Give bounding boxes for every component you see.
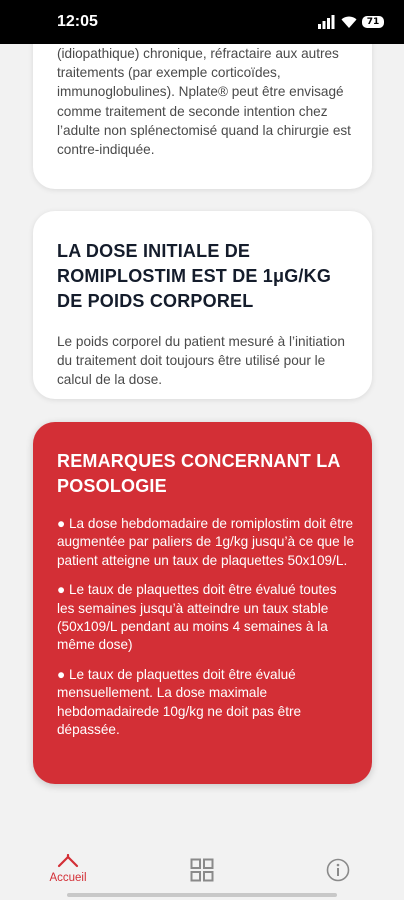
status-icons	[318, 14, 384, 30]
remark-item: ● Le taux de plaquettes doit être évalué toutes les semaines jusqu’à atteindre un taux stable (50x109/L pendant au moins 4 semaines à la même dose)	[57, 582, 337, 653]
home-indicator	[67, 893, 337, 897]
signal-icon	[318, 15, 336, 29]
posology-remarks-card	[33, 422, 372, 784]
bottom-navigation	[0, 838, 404, 900]
remark-item: ● Le taux de plaquettes doit être évalué mensuellement. La dose maximale hebdomadairede 10g/kg ne doit pas être dépassée.	[57, 666, 302, 738]
remark-item: ● La dose hebdomadaire de romiplostim doit être augmentée par paliers de 1g/kg jusqu’à ce que le patient atteigne un taux de plaquettes 50x109/L.	[57, 516, 354, 568]
posology-remarks-title: REMARQUES CONCERNANT LA POSOLOGIE	[57, 451, 340, 496]
wifi-icon	[341, 15, 357, 29]
grid-icon	[190, 858, 214, 882]
nav-grid[interactable]	[189, 858, 215, 882]
nav-home-label: Accueil	[49, 872, 87, 884]
battery-level: 71	[366, 17, 380, 27]
initial-dose-title: LA DOSE INITIALE DE ROMIPLOSTIM EST DE 1μG/KG DE POIDS CORPOREL	[57, 241, 332, 311]
battery-icon	[362, 16, 384, 28]
indication-card	[33, 44, 372, 189]
nav-home[interactable]	[42, 854, 94, 884]
initial-dose-card	[33, 211, 372, 399]
initial-dose-text: Le poids corporel du patient mesuré à l’initiation du traitement doit toujours être utilisé pour le calcul de la dose.	[57, 334, 345, 387]
scroll-content[interactable]	[0, 44, 404, 832]
status-time: 12:05	[57, 13, 98, 30]
indication-text: (idiopathique) chronique, réfractaire aux autres traitements (par exemple corticoïdes, immunoglobulines). Nplate® peut être envisagé comme traitement de seconde intention chez l’adulte non splénectomisé quand la chirurgie est contre-indiquée.	[57, 46, 351, 158]
home-icon	[57, 854, 79, 868]
nav-info[interactable]	[325, 858, 351, 882]
info-icon	[326, 858, 350, 882]
status-bar	[0, 0, 404, 44]
